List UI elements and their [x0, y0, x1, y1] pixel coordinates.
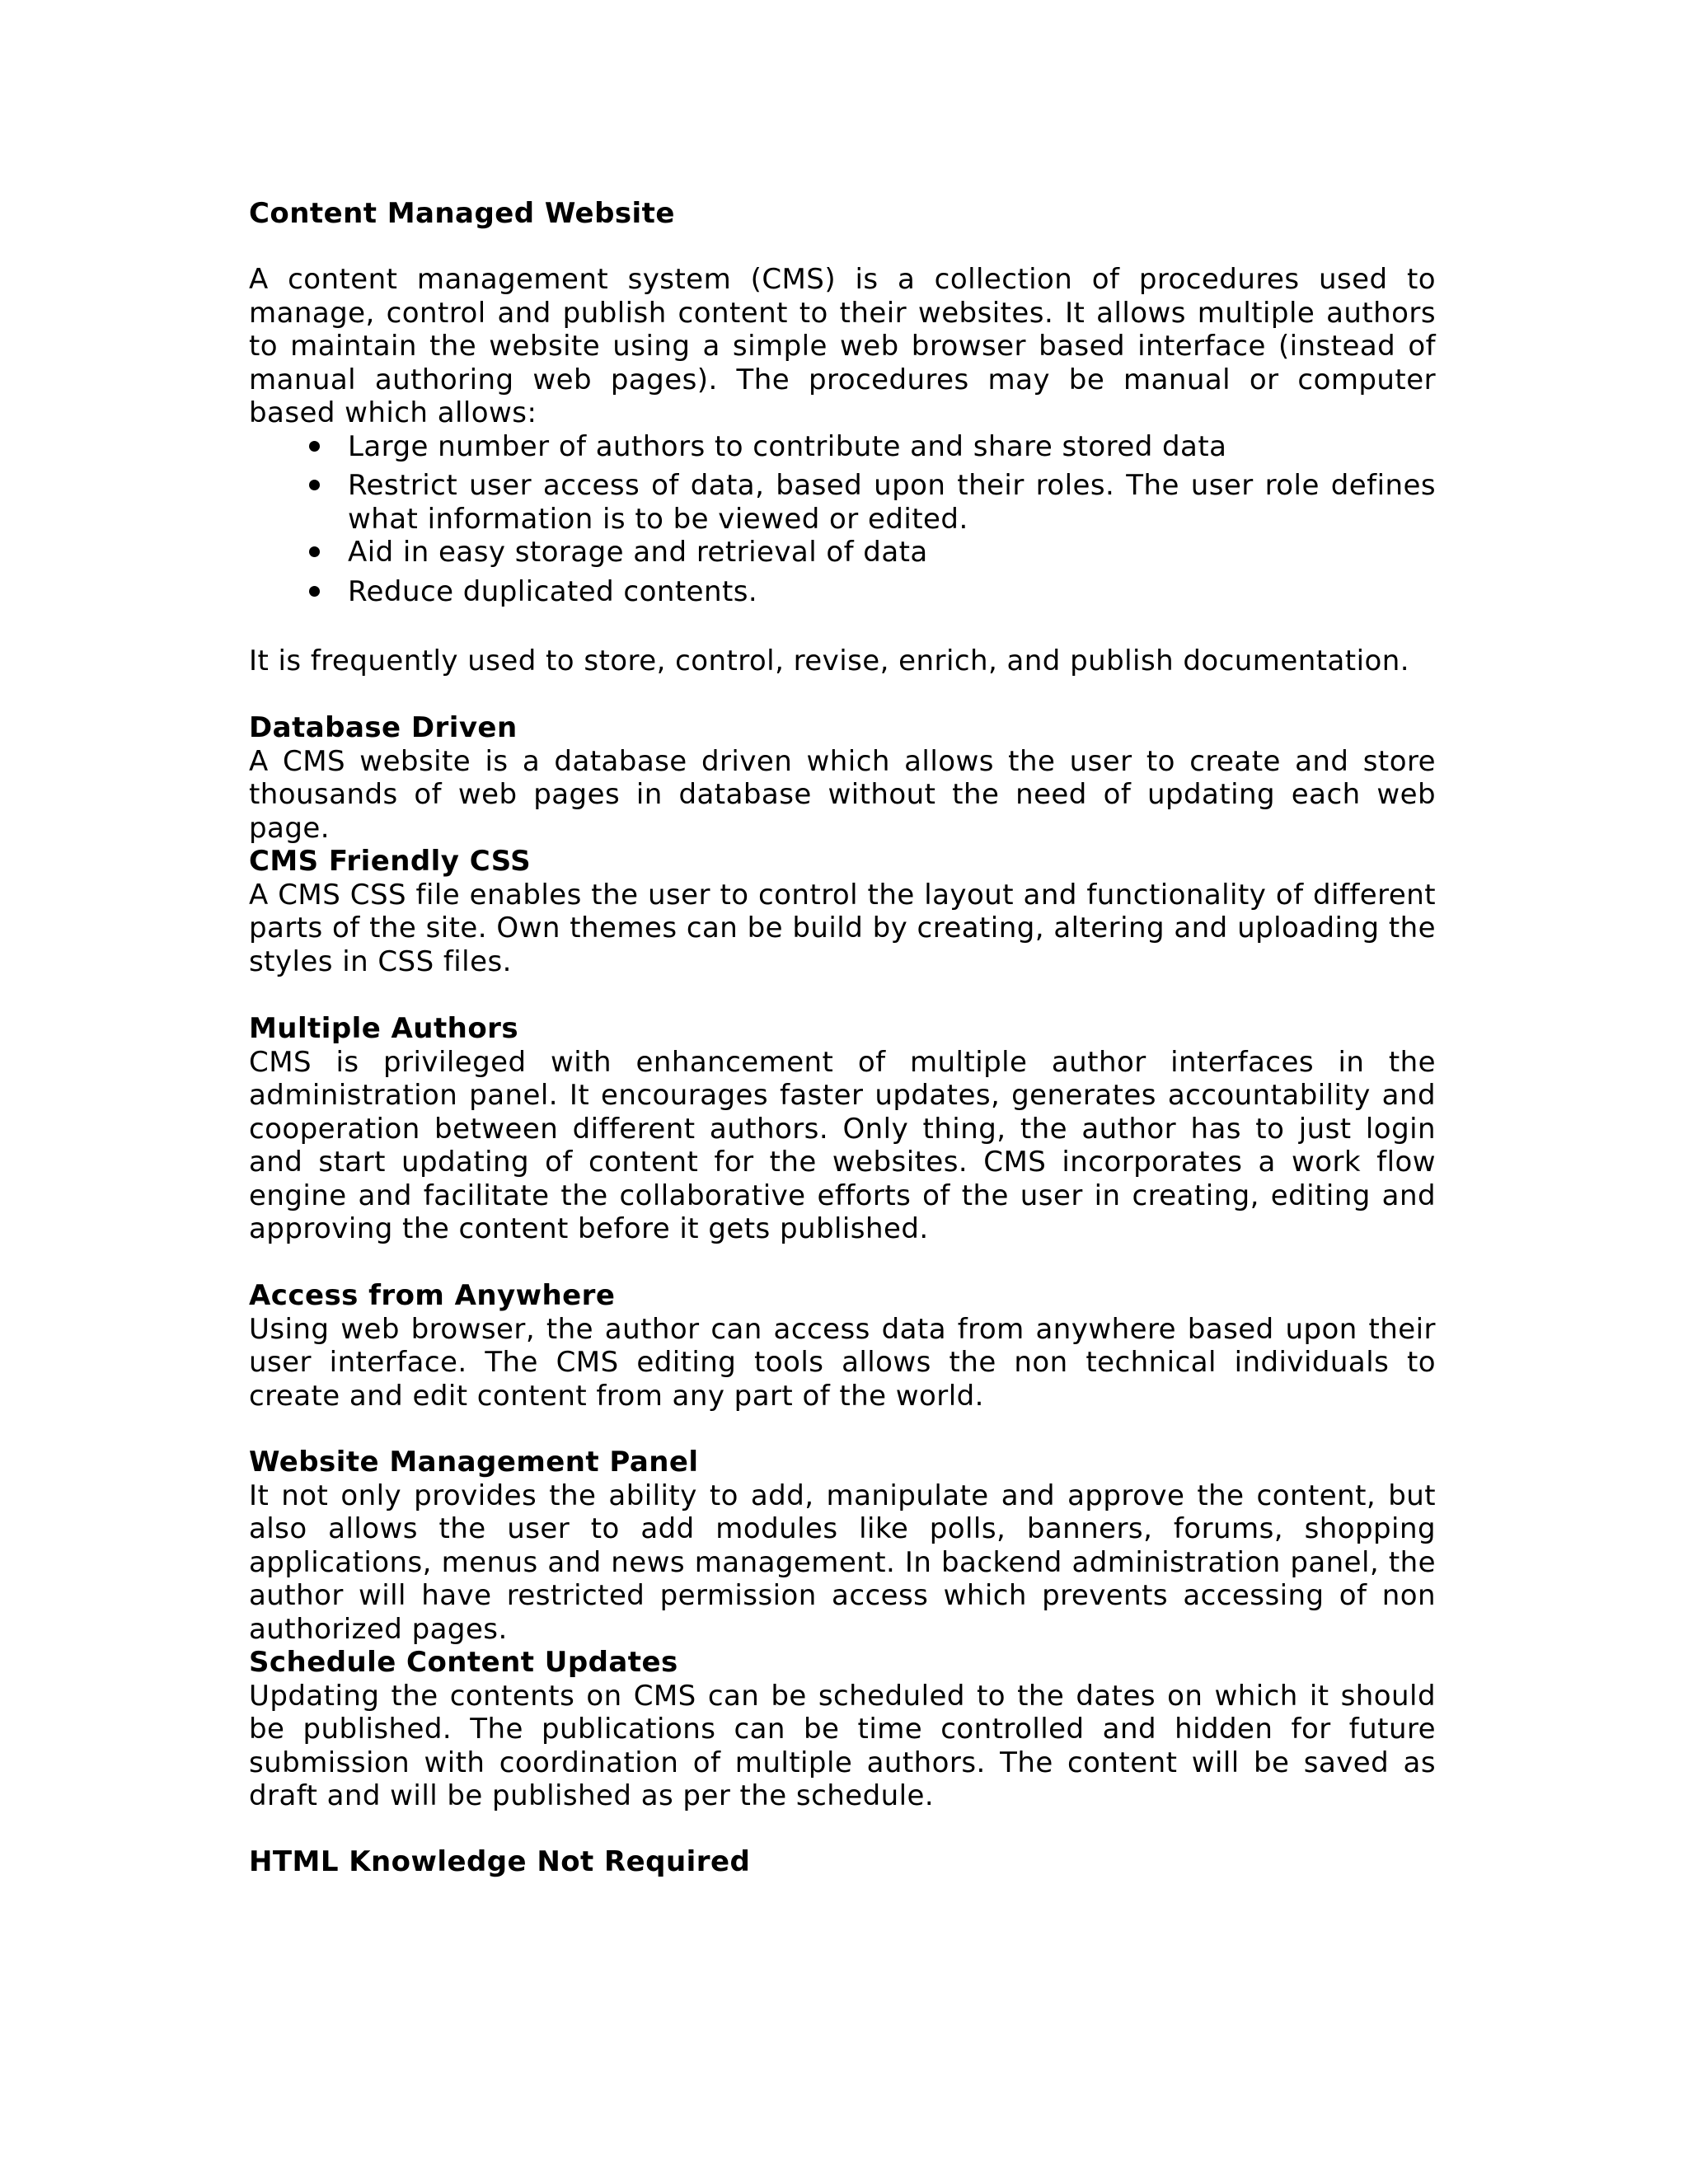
section-body: Using web browser, the author can access data from anywhere based upon their user interface. The CMS editing tools allows the non technical individuals to create and edit content from any part of the world. — [249, 1312, 1436, 1413]
list-item: Restrict user access of data, based upon their roles. The user role defines what information is to be viewed or edited. — [249, 469, 1436, 536]
list-item: Large number of authors to contribute and share stored data — [249, 430, 1436, 464]
section-cms-friendly-css — [249, 845, 1436, 978]
section-multiple-authors — [249, 1012, 1436, 1246]
list-item: Aid in easy storage and retrieval of data — [249, 536, 1436, 569]
section-heading: Schedule Content Updates — [249, 1646, 678, 1679]
section-heading: CMS Friendly CSS — [249, 845, 532, 878]
section-html-knowledge — [249, 1845, 1436, 1879]
summary-block — [249, 644, 1436, 678]
section-body: A CMS website is a database driven which allows the user to create and store thousands of web pages in database without the need of updating each web page. — [249, 744, 1436, 845]
section-heading: Website Management Panel — [249, 1446, 699, 1479]
section-access-from-anywhere — [249, 1279, 1436, 1413]
section-website-management-panel — [249, 1446, 1436, 1646]
intro-block — [249, 263, 1436, 608]
section-body: CMS is privileged with enhancement of multiple author interfaces in the administration panel. It encourages faster updates, generates accountability and cooperation between different authors. Only thing, the author has to just login and start updating of content for the websites. CMS incorporates a work flow engine and facilitate the collaborative efforts of the user in creating, editing and approving the content before it gets published. — [249, 1045, 1436, 1245]
section-body: Updating the contents on CMS can be scheduled to the dates on which it should be published. The publications can be time controlled and hidden for future submission with coordination of multiple authors. The content will be saved as draft and will be published as per the schedule. — [249, 1679, 1436, 1812]
section-heading: Database Driven — [249, 711, 518, 744]
bullet-icon — [309, 546, 320, 557]
bullet-icon — [309, 480, 320, 490]
section-schedule-content-updates — [249, 1646, 1436, 1813]
list-item: Reduce duplicated contents. — [249, 575, 1436, 609]
section-heading: Multiple Authors — [249, 1012, 519, 1045]
section-body: A CMS CSS file enables the user to control the layout and functionality of different parts of the site. Own themes can be build by creating, altering and uploading the styles in CSS files. — [249, 878, 1436, 978]
bullet-icon — [309, 441, 320, 452]
summary-paragraph: It is frequently used to store, control, revise, enrich, and publish documentation. — [249, 644, 1409, 677]
section-heading: HTML Knowledge Not Required — [249, 1845, 751, 1878]
page-title: Content Managed Website — [249, 197, 675, 230]
section-body: It not only provides the ability to add, manipulate and approve the content, but also allows the user to add modules like polls, banners, forums, shopping applications, menus and news management. In backend administration panel, the author will have restricted permission access which prevents accessing of non authorized pages. — [249, 1479, 1436, 1646]
section-heading: Access from Anywhere — [249, 1279, 616, 1312]
intro-paragraph: A content management system (CMS) is a collection of procedures used to manage, control and publish content to their websites. It allows multiple authors to maintain the website using a simple web browser based interface (instead of manual authoring web pages). The procedures may be manual or computer based which allows: — [249, 263, 1436, 429]
section-database-driven — [249, 711, 1436, 845]
feature-list — [249, 430, 1436, 609]
bullet-icon — [309, 586, 320, 597]
